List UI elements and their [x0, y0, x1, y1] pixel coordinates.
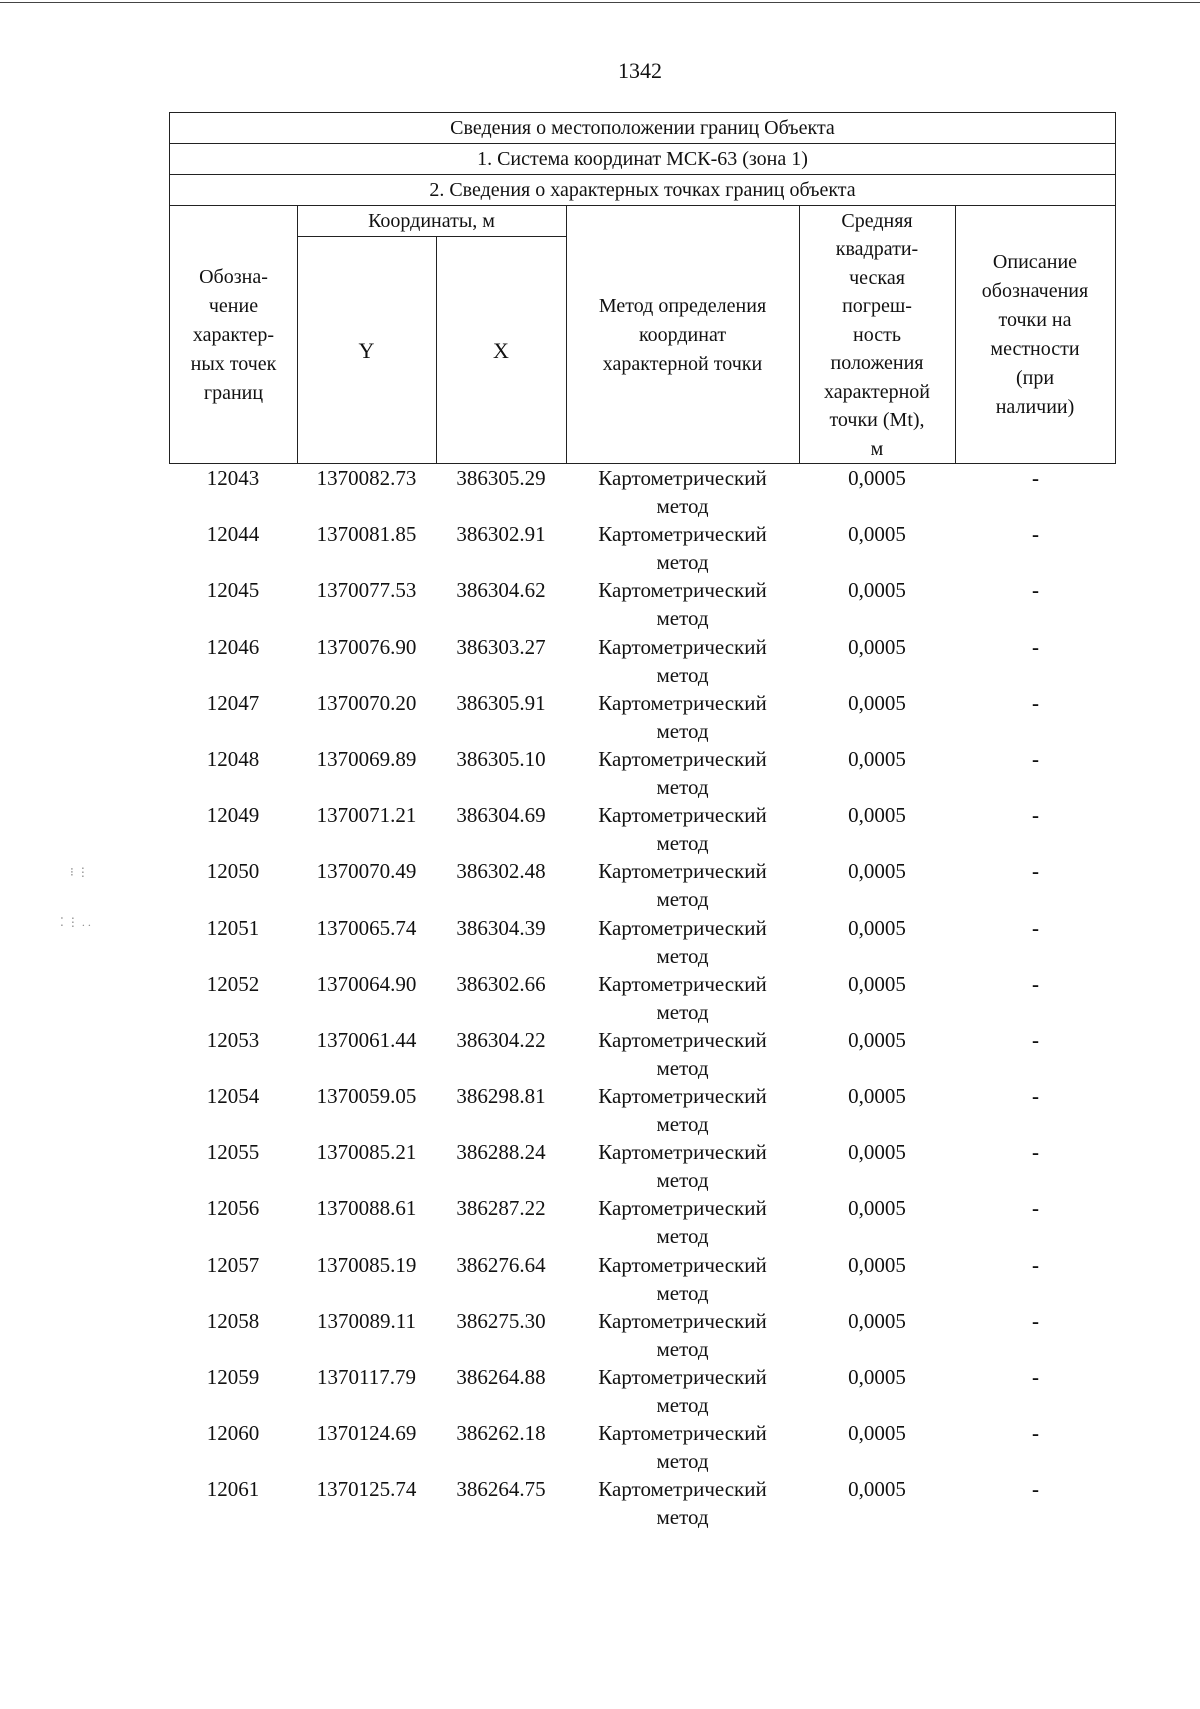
method: Картометрический метод — [598, 1365, 767, 1417]
coord-x: 386305.10 — [456, 746, 546, 771]
method: Картометрический метод — [598, 859, 767, 912]
table-row — [169, 1082, 1116, 1138]
method: Картометрический метод — [598, 1477, 767, 1530]
error-value: 0,0005 — [848, 746, 906, 771]
table-row — [169, 970, 1116, 1026]
error-value: 0,0005 — [848, 1140, 906, 1165]
error-value: 0,0005 — [848, 578, 906, 603]
coord-x: 386305.29 — [456, 466, 546, 490]
header-designation: Обозна- чение характер- ных точек границ — [190, 265, 277, 404]
coord-y: 1370076.90 — [316, 634, 417, 659]
error-value: 0,0005 — [848, 1196, 906, 1221]
description: - — [1032, 1252, 1039, 1277]
description: - — [1032, 803, 1039, 828]
scan-noise: ⁝ ⋮ — [70, 865, 89, 879]
table-row — [169, 464, 1116, 520]
error-value: 0,0005 — [848, 1477, 906, 1502]
coord-x: 386262.18 — [456, 1421, 546, 1446]
header-coordinates: Координаты, м — [368, 209, 495, 232]
point-id: 12061 — [206, 1477, 260, 1502]
header-y: Y — [358, 338, 375, 363]
description: - — [1032, 1027, 1039, 1052]
coord-y: 1370125.74 — [316, 1477, 417, 1502]
table-row — [169, 689, 1116, 745]
table-header — [169, 112, 1116, 464]
method: Картометрический метод — [598, 466, 767, 518]
point-id: 12046 — [206, 634, 260, 659]
table-row — [169, 576, 1116, 632]
coord-x: 386304.22 — [456, 1027, 546, 1052]
error-value: 0,0005 — [848, 466, 906, 490]
coord-x: 386288.24 — [456, 1140, 546, 1165]
error-value: 0,0005 — [848, 971, 906, 996]
point-id: 12049 — [206, 803, 260, 828]
coord-x: 386302.66 — [456, 971, 546, 996]
point-id: 12053 — [206, 1027, 260, 1052]
description: - — [1032, 1421, 1039, 1446]
method: Картометрический метод — [598, 1308, 767, 1361]
header-method: Метод определения координат характерной точки — [598, 294, 767, 375]
coord-y: 1370081.85 — [316, 522, 417, 547]
error-value: 0,0005 — [848, 1252, 906, 1277]
method: Картометрический метод — [598, 690, 767, 743]
point-id: 12059 — [206, 1365, 260, 1389]
table-row — [169, 914, 1116, 970]
error-value: 0,0005 — [848, 1308, 906, 1333]
description: - — [1032, 915, 1039, 940]
point-id: 12056 — [206, 1196, 260, 1221]
point-id: 12051 — [206, 915, 260, 940]
table-row — [169, 1026, 1116, 1082]
error-value: 0,0005 — [848, 690, 906, 715]
coord-x: 386303.27 — [456, 634, 546, 659]
method: Картометрический метод — [598, 971, 767, 1024]
table-row — [169, 520, 1116, 576]
table-row — [169, 633, 1116, 689]
description: - — [1032, 1308, 1039, 1333]
coord-y: 1370117.79 — [317, 1365, 416, 1389]
table-row — [169, 1475, 1116, 1531]
scan-edge-line — [0, 2, 1200, 3]
point-id: 12048 — [206, 746, 260, 771]
coord-x: 386304.62 — [456, 578, 546, 603]
error-value: 0,0005 — [848, 522, 906, 547]
header-description: Описание обозначения точки на местности (при наличии) — [981, 251, 1089, 418]
method: Картометрический метод — [598, 915, 767, 968]
method: Картометрический метод — [598, 803, 767, 856]
coord-y: 1370124.69 — [316, 1421, 417, 1446]
table-row — [169, 745, 1116, 801]
method: Картометрический метод — [598, 1421, 767, 1474]
description: - — [1032, 1140, 1039, 1165]
description: - — [1032, 1477, 1039, 1502]
method: Картометрический метод — [598, 1084, 767, 1137]
description: - — [1032, 634, 1039, 659]
description: - — [1032, 971, 1039, 996]
error-value: 0,0005 — [848, 803, 906, 828]
method: Картометрический метод — [598, 746, 767, 799]
coord-x: 386275.30 — [456, 1308, 546, 1333]
coord-y: 1370088.61 — [316, 1196, 417, 1221]
point-id: 12044 — [206, 522, 260, 547]
method: Картометрический метод — [598, 634, 767, 687]
point-id: 12058 — [206, 1308, 260, 1333]
coord-y: 1370082.73 — [316, 466, 417, 490]
method: Картометрический метод — [598, 1027, 767, 1080]
coord-x: 386264.88 — [456, 1365, 546, 1389]
description: - — [1032, 466, 1039, 490]
description: - — [1032, 690, 1039, 715]
error-value: 0,0005 — [848, 1027, 906, 1052]
point-id: 12060 — [206, 1421, 260, 1446]
point-id: 12047 — [206, 690, 260, 715]
point-id: 12043 — [206, 466, 260, 490]
table-title: Сведения о местоположении границ Объекта — [170, 113, 1115, 144]
description: - — [1032, 578, 1039, 603]
header-error: Средняя квадрати- ческая погреш- ность положения характерной точки (Mt), м — [824, 209, 930, 460]
point-id: 12057 — [206, 1252, 260, 1277]
table-row — [169, 1363, 1116, 1419]
error-value: 0,0005 — [848, 634, 906, 659]
coord-x: 386298.81 — [456, 1084, 546, 1109]
table-row — [169, 1419, 1116, 1475]
coord-y: 1370059.05 — [316, 1084, 417, 1109]
coord-y: 1370069.89 — [316, 746, 417, 771]
description: - — [1032, 746, 1039, 771]
coordinate-system-title: 1. Система координат МСК-63 (зона 1) — [170, 144, 1115, 175]
points-section-title: 2. Сведения о характерных точках границ объекта — [170, 175, 1115, 206]
error-value: 0,0005 — [848, 915, 906, 940]
method: Картометрический метод — [598, 1252, 767, 1305]
coord-x: 386305.91 — [456, 690, 546, 715]
coord-x: 386276.64 — [456, 1252, 546, 1277]
table-row — [169, 801, 1116, 857]
coord-y: 1370089.11 — [317, 1308, 416, 1333]
point-id: 12055 — [206, 1140, 260, 1165]
table-body — [169, 464, 1116, 1532]
coord-x: 386304.39 — [456, 915, 546, 940]
coord-x: 386304.69 — [456, 803, 546, 828]
method: Картометрический метод — [598, 578, 767, 631]
method: Картометрический метод — [598, 1196, 767, 1249]
error-value: 0,0005 — [848, 859, 906, 884]
method: Картометрический метод — [598, 1140, 767, 1193]
point-id: 12050 — [206, 859, 260, 884]
coord-y: 1370070.20 — [316, 690, 417, 715]
table-row — [169, 1307, 1116, 1363]
coord-y: 1370077.53 — [316, 578, 417, 603]
coord-y: 1370064.90 — [316, 971, 417, 996]
description: - — [1032, 1196, 1039, 1221]
coord-y: 1370085.21 — [316, 1140, 417, 1165]
coord-y: 1370061.44 — [316, 1027, 417, 1052]
header-x: X — [493, 338, 509, 363]
coord-y: 1370065.74 — [316, 915, 417, 940]
coord-x: 386264.75 — [456, 1477, 546, 1502]
page-number: 1342 — [618, 58, 662, 83]
description: - — [1032, 1365, 1039, 1389]
coord-x: 386302.48 — [456, 859, 546, 884]
point-id: 12045 — [206, 578, 260, 603]
description: - — [1032, 859, 1039, 884]
table-row — [169, 1138, 1116, 1194]
table-row — [169, 1194, 1116, 1250]
coord-x: 386302.91 — [456, 522, 546, 547]
point-id: 12054 — [206, 1084, 260, 1109]
method: Картометрический метод — [598, 522, 767, 575]
error-value: 0,0005 — [848, 1365, 906, 1389]
error-value: 0,0005 — [848, 1421, 906, 1446]
coord-x: 386287.22 — [456, 1196, 546, 1221]
table-row — [169, 1251, 1116, 1307]
coord-y: 1370085.19 — [316, 1252, 417, 1277]
point-id: 12052 — [206, 971, 260, 996]
coord-y: 1370070.49 — [316, 859, 417, 884]
scan-noise: ⁚ ⋮ . . — [60, 915, 91, 929]
description: - — [1032, 1084, 1039, 1109]
description: - — [1032, 522, 1039, 547]
coord-y: 1370071.21 — [316, 803, 417, 828]
table-row — [169, 857, 1116, 913]
error-value: 0,0005 — [848, 1084, 906, 1109]
